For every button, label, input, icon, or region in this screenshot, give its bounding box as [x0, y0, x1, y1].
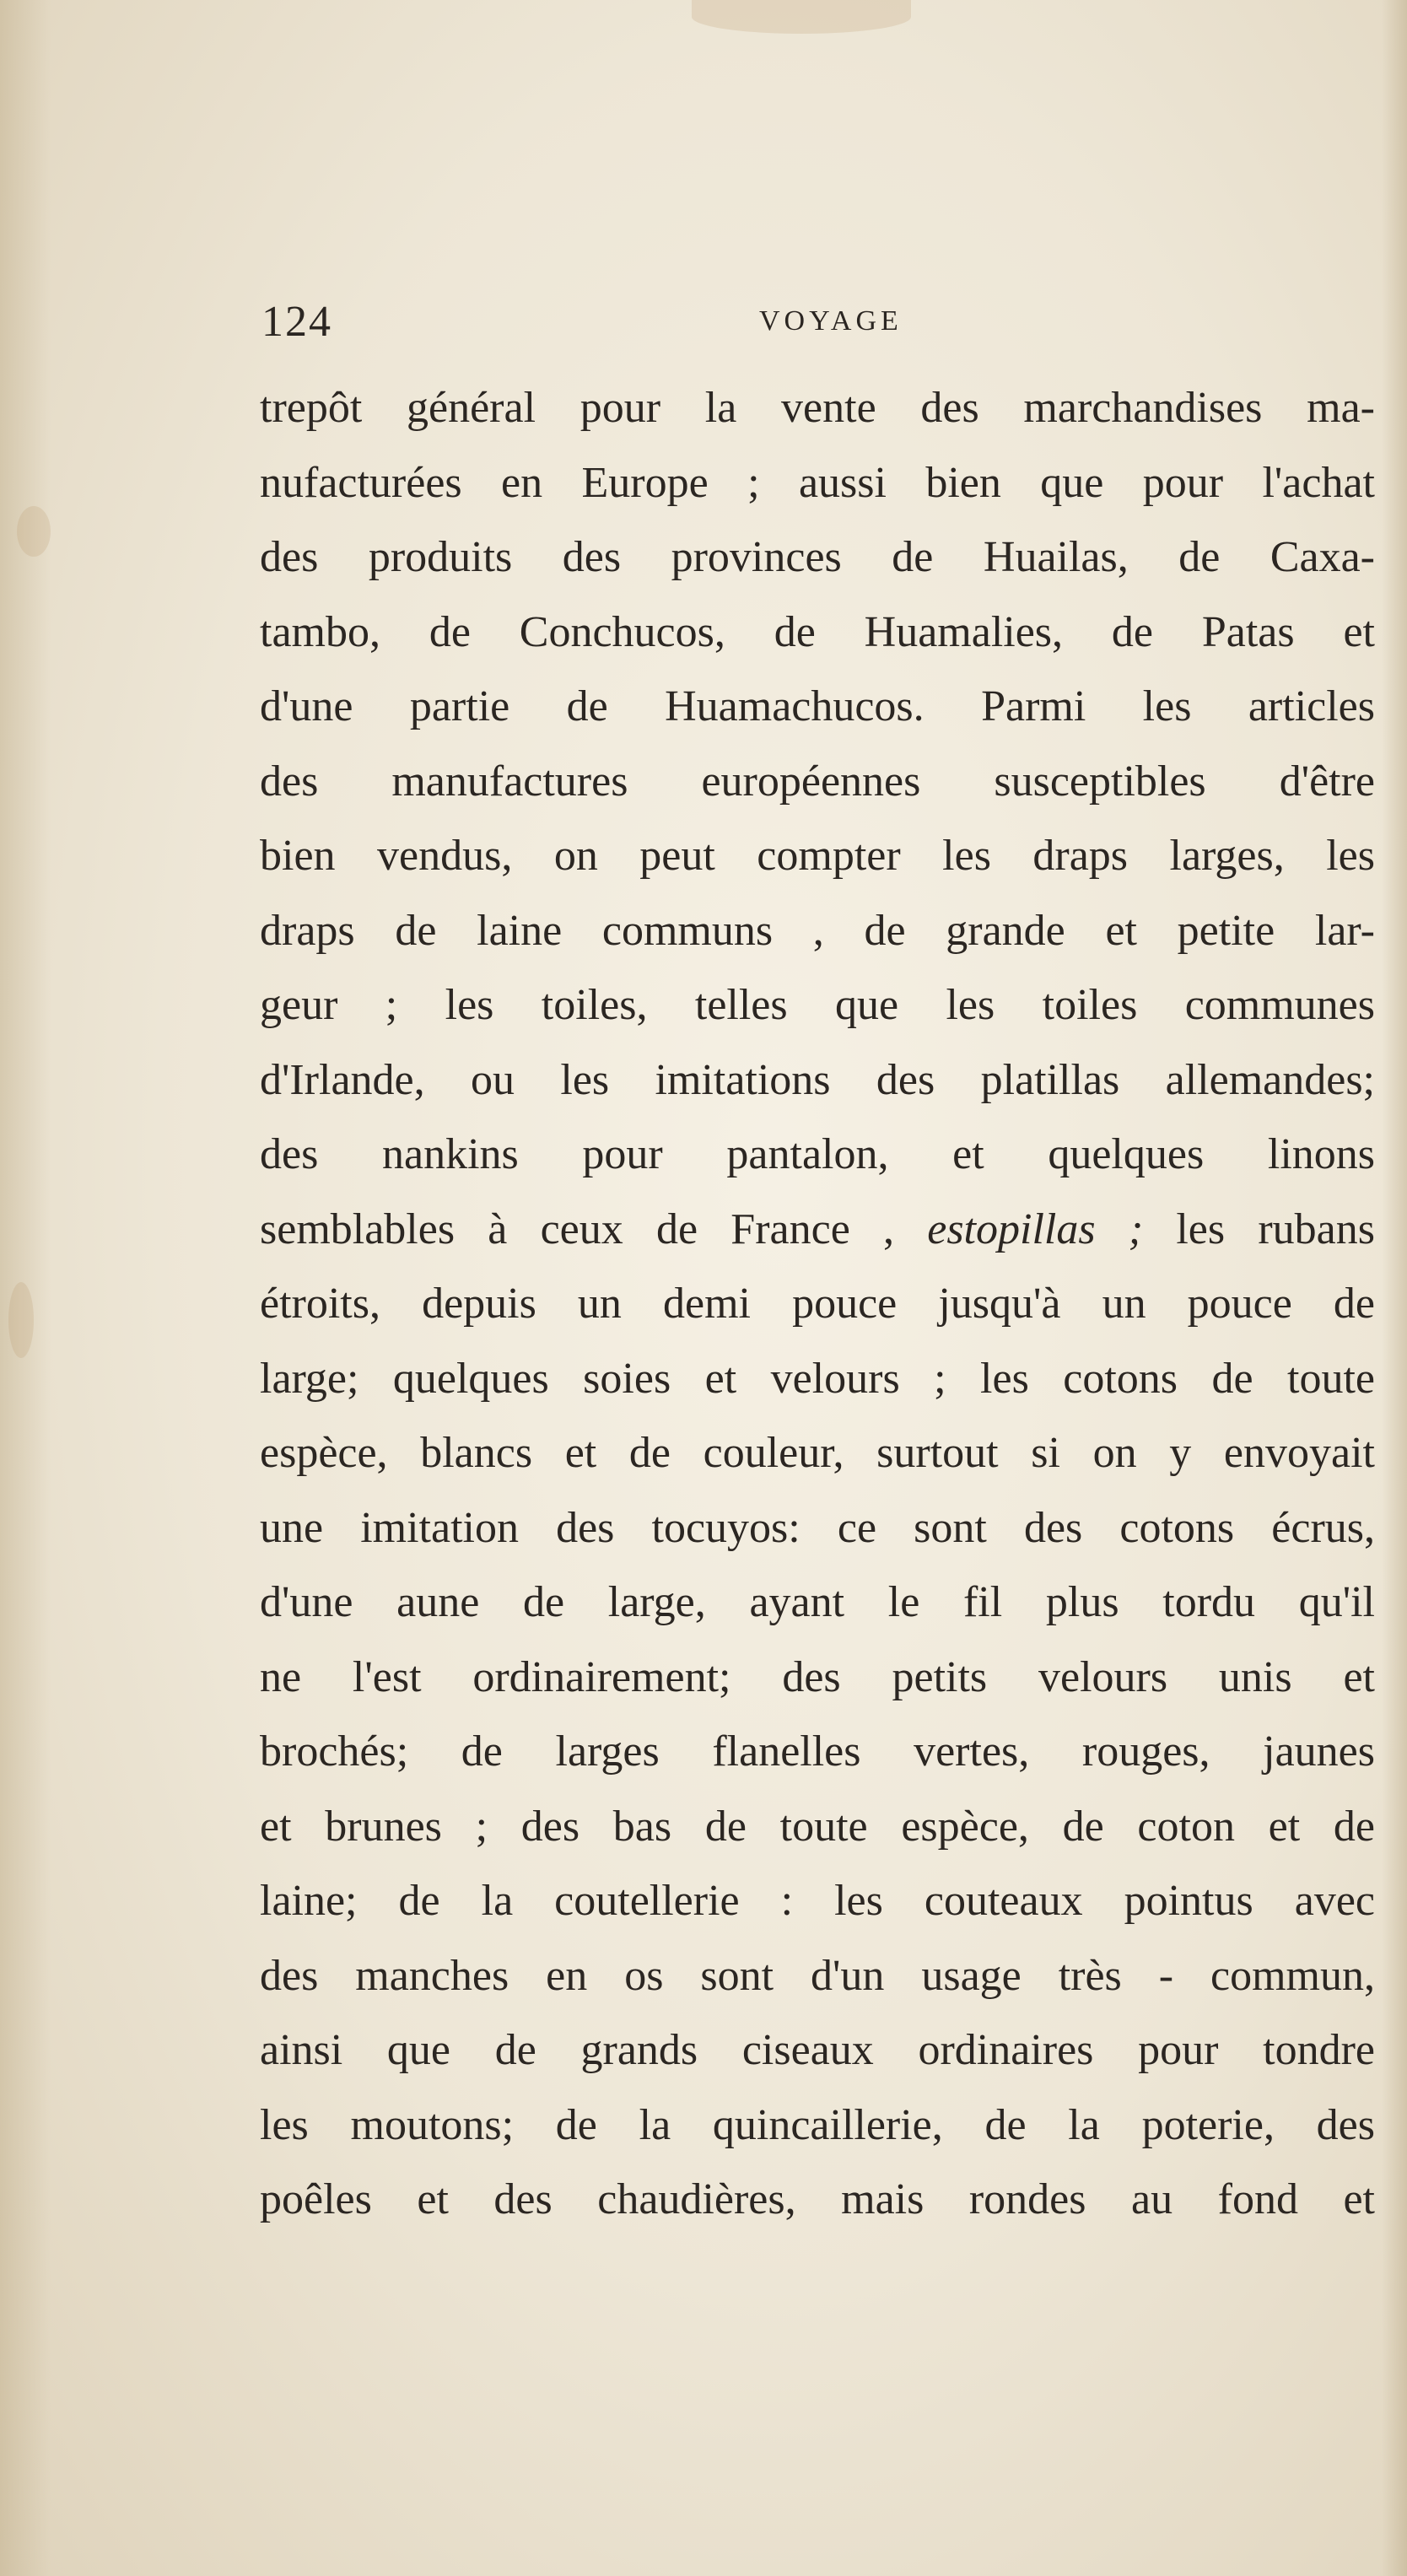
text-line: brochés; de larges flanelles vertes, rouges, jaunes	[260, 1727, 1375, 1776]
text-line: ainsi que de grands ciseaux ordinaires pour tondre	[260, 2026, 1375, 2074]
text-line: nufacturées en Europe ; aussi bien que pour l'achat	[260, 458, 1375, 507]
text-line: geur ; les toiles, telles que les toiles communes	[260, 981, 1375, 1029]
text-line: une imitation des tocuyos: ce sont des cotons écrus,	[260, 1503, 1375, 1552]
page-edge-shadow-right	[1382, 0, 1407, 2576]
text-line: poêles et des chaudières, mais rondes au fond et	[260, 2175, 1375, 2223]
text-line: laine; de la coutellerie : les couteaux pointus avec	[260, 1877, 1375, 1925]
text-line: des manufactures européennes susceptibles d'être	[260, 757, 1375, 806]
body-text	[260, 371, 1375, 2238]
text-line: des nankins pour pantalon, et quelques linons	[260, 1130, 1375, 1178]
text-line: des manches en os sont d'un usage très - commun,	[260, 1951, 1375, 2000]
paper-stain	[8, 1282, 34, 1358]
text-line: des produits des provinces de Huailas, de Caxa-	[260, 533, 1375, 581]
text-line: d'une partie de Huamachucos. Parmi les articles	[260, 682, 1375, 730]
text-segment: les rubans	[1143, 1204, 1375, 1253]
text-line: ne l'est ordinairement; des petits velours unis et	[260, 1652, 1375, 1701]
text-line: bien vendus, on peut compter les draps larges, les	[260, 832, 1375, 880]
text-line: d'Irlande, ou les imitations des platillas allemandes;	[260, 1055, 1375, 1104]
text-line: espèce, blancs et de couleur, surtout si on y envoyait	[260, 1429, 1375, 1477]
italic-term: estopillas ;	[927, 1204, 1144, 1253]
running-head: VOYAGE	[759, 305, 903, 337]
paper-stain	[17, 506, 51, 557]
text-line: trepôt général pour la vente des marchandises ma-	[260, 384, 1375, 432]
text-line-with-italic	[260, 1193, 1375, 1268]
text-line: d'une aune de large, ayant le fil plus tordu qu'il	[260, 1578, 1375, 1626]
page-number: 124	[261, 298, 332, 346]
text-segment: semblables à ceux de France ,	[260, 1204, 928, 1253]
page-header	[261, 297, 1375, 348]
paper-stain	[692, 0, 911, 34]
text-line: draps de laine communs , de grande et petite lar-	[260, 906, 1375, 955]
text-line: tambo, de Conchucos, de Huamalies, de Patas et	[260, 607, 1375, 656]
text-line: les moutons; de la quincaillerie, de la poterie, des	[260, 2100, 1375, 2149]
text-line: et brunes ; des bas de toute espèce, de coton et de	[260, 1802, 1375, 1851]
text-line: large; quelques soies et velours ; les cotons de toute	[260, 1354, 1375, 1403]
text-line: étroits, depuis un demi pouce jusqu'à un pouce de	[260, 1280, 1375, 1328]
